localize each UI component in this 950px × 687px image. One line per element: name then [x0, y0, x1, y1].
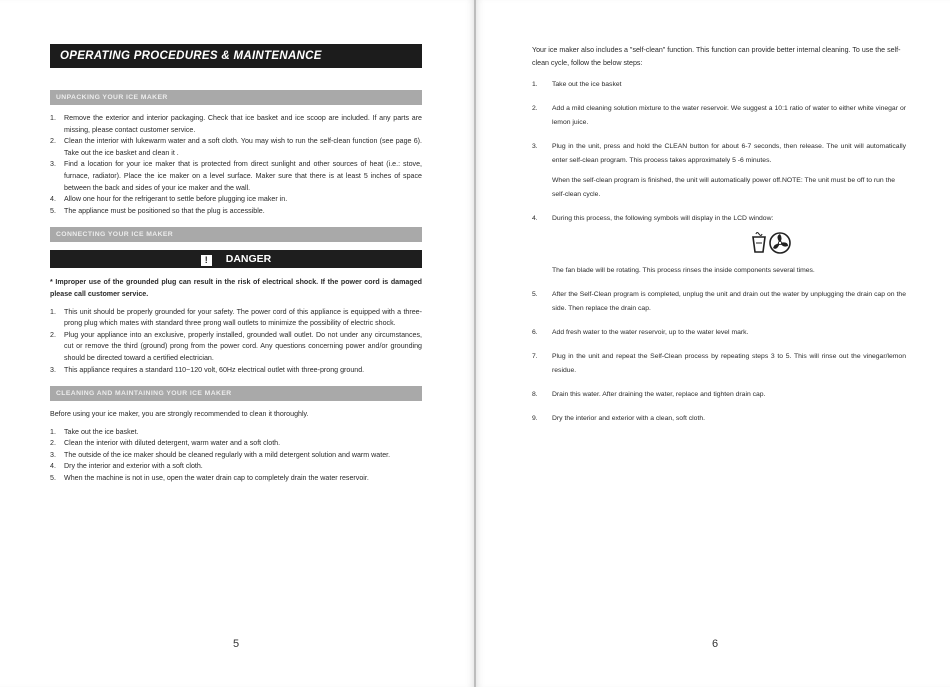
list-item: 1. Take out the ice basket: [532, 81, 622, 88]
danger-warning-icon: !: [201, 255, 212, 266]
page-5-content: [50, 44, 422, 485]
list-item: 3. The outside of the ice maker should be cleaned regularly with a mild detergent solution and warm water.: [50, 450, 391, 459]
section-header-connecting: CONNECTING YOUR ICE MAKER: [50, 227, 422, 242]
self-clean-steps-c: [532, 288, 906, 426]
list-item: 5. After the Self-Clean program is completed, unplug the unit and drain out the water by unplugging the drain cap on the side. Then replace the drain cap.: [532, 291, 906, 312]
list-item: 4. During this process, the following symbols will display in the LCD window:: [532, 215, 774, 222]
list-item: 5. When the machine is not in use, open the water drain cap to completely drain the water reservoir.: [50, 474, 369, 483]
list-item: 1. Remove the exterior and interior packaging. Check that ice basket and ice scoop are included. If any parts are missing, please contact customer service.: [50, 114, 422, 134]
list-item: 6. Add fresh water to the water reservoir, up to the water level mark.: [532, 329, 749, 336]
clean-cup-icon: [744, 230, 794, 256]
list-item: 4. Allow one hour for the refrigerant to settle before plugging ice maker in.: [50, 195, 288, 204]
list-item: 7. Plug in the unit and repeat the Self-Clean process by repeating steps 3 to 5. This will rinse out the vinegar/lemon residue.: [532, 353, 906, 374]
self-clean-steps-b: [532, 212, 906, 226]
cleaning-intro: Before using your ice maker, you are strongly recommended to clean it thoroughly.: [50, 410, 309, 419]
list-item: 2. Add a mild cleaning solution mixture to the water reservoir. We suggest a 10:1 ratio of water to either white vinegar or lemon juice.: [532, 105, 906, 126]
self-clean-steps-a: [532, 78, 906, 168]
list-item: 2. Clean the interior with diluted detergent, warm water and a soft cloth.: [50, 439, 281, 448]
section-header-cleaning: CLEANING AND MAINTAINING YOUR ICE MAKER: [50, 386, 422, 401]
symbol-caption: The fan blade will be rotating. This process rinses the inside components several times.: [552, 267, 815, 274]
danger-banner: [50, 250, 422, 268]
fan-blade-icon: [770, 233, 790, 253]
lcd-symbols: [632, 230, 906, 256]
page-number: 6: [712, 638, 719, 650]
page-number: 5: [233, 638, 240, 650]
page-title: OPERATING PROCEDURES & MAINTENANCE: [50, 44, 422, 68]
page-6: [476, 0, 950, 687]
list-item: 5. The appliance must be positioned so that the plug is accessible.: [50, 206, 265, 215]
list-item: 3. Plug in the unit, press and hold the CLEAN button for about 6-7 seconds, then release. The unit will automatically enter self-clean program. This process takes approximately 5 -6 minutes.: [532, 143, 906, 164]
unpacking-list: [50, 113, 422, 217]
list-item: 1. This unit should be properly grounded for your safety. The power cord of this appliance is equipped with a three-prong plug which mates with standard three prong wall outlets to minimize the possibility of electric shock.: [50, 307, 422, 328]
list-item: 3. Find a location for your ice maker that is protected from direct sunlight and other sources of heat (i.e.: stove, furnace, radiator). Place the ice maker on a level surface. Maker sure that there is at least 5 inches of space between the back and sides of your ice maker and the wall.: [50, 160, 422, 192]
list-item: 8. Drain this water. After draining the water, replace and tighten drain cap.: [532, 391, 766, 398]
list-item: 9. Dry the interior and exterior with a clean, soft cloth.: [532, 415, 705, 422]
self-clean-note: When the self-clean program is finished, the unit will automatically power off.NOTE: The unit must be off to run the self-clean cycle.: [552, 177, 896, 198]
connecting-list: [50, 307, 422, 377]
list-item: 4. Dry the interior and exterior with a soft cloth.: [50, 462, 203, 471]
cleaning-list: [50, 427, 422, 485]
list-item: 2. Plug your appliance into an exclusive, properly installed, grounded wall outlet. Do not under any circumstances, cut or remove the third (ground) prong from the power cord. Any questions concerning power and/or grounding should be directed toward a certified electrician.: [50, 330, 422, 362]
list-item: 3. This appliance requires a standard 110~120 volt, 60Hz electrical outlet with three-prong ground.: [50, 365, 365, 374]
list-item: 2. Clean the interior with lukewarm water and a soft cloth. You may wish to run the self-clean function (see page 6). Take out the ice basket and clean it .: [50, 137, 422, 157]
self-clean-intro: Your ice maker also includes a "self-clean" function. This function can provide better internal cleaning. To use the self-clean cycle, follow the below steps:: [532, 46, 901, 67]
list-item: 1. Take out the ice basket.: [50, 427, 139, 436]
danger-label: DANGER: [225, 253, 272, 266]
page-6-content: [532, 44, 906, 436]
shock-warning: * Improper use of the grounded plug can result in the risk of electrical shock. If the power cord is damaged please call customer service.: [50, 278, 422, 298]
section-header-unpacking: UNPACKING YOUR ICE MAKER: [50, 90, 422, 105]
